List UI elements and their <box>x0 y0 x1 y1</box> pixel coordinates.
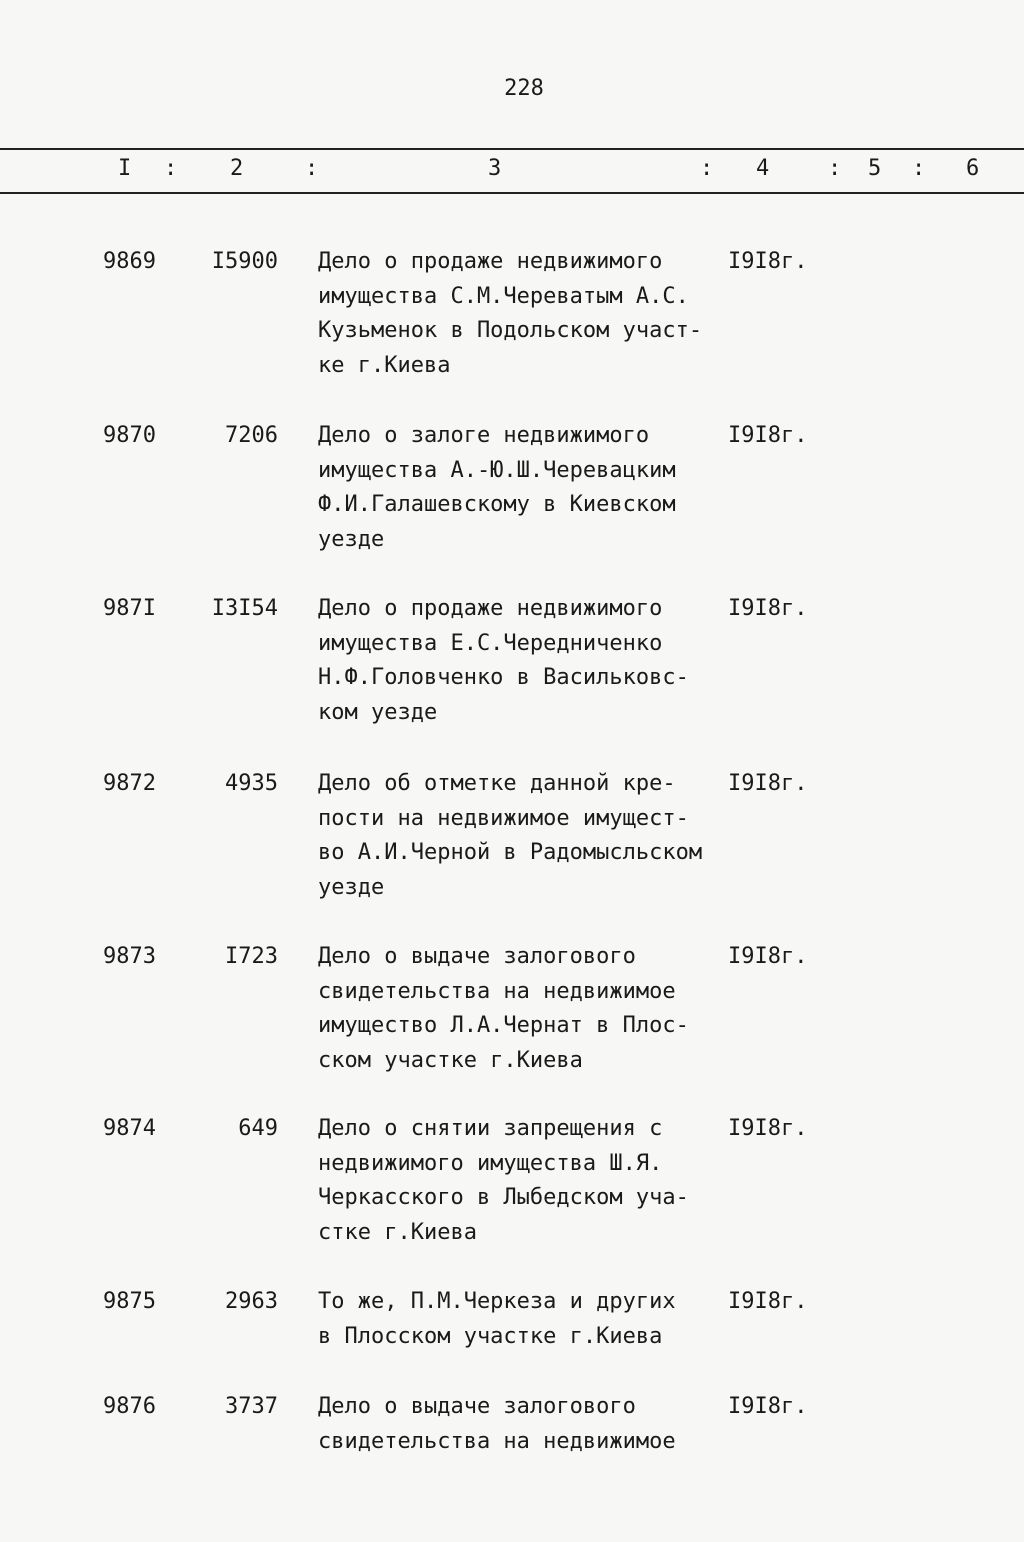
record-number: 9875 <box>103 1289 156 1314</box>
description-line: имущества С.М.Череватым А.С. <box>318 283 689 309</box>
header-separator: : <box>912 156 926 181</box>
description-line: Дело о продаже недвижимого <box>318 249 663 274</box>
header-rule-bottom <box>0 192 1024 194</box>
record-number: 987I <box>103 596 156 621</box>
record-number: 9872 <box>103 771 156 796</box>
record-year: I9I8г. <box>728 596 808 621</box>
record-description <box>318 419 738 557</box>
description-line: имущества А.-Ю.Ш.Черевацким <box>318 457 676 483</box>
record-reference: I5900 <box>211 249 278 274</box>
record-year: I9I8г. <box>728 1289 808 1314</box>
header-separator: : <box>164 156 178 181</box>
record-number: 9876 <box>103 1394 156 1419</box>
record-description <box>318 245 738 383</box>
description-line: Дело о залоге недвижимого <box>318 423 650 448</box>
record-description <box>318 1285 738 1354</box>
header-rule-top <box>0 148 1024 150</box>
description-line: во А.И.Черной в Радомысльском <box>318 840 703 865</box>
page-number: 228 <box>504 76 544 101</box>
description-line: ке г.Киева <box>318 352 451 378</box>
description-line: свидетельства на недвижимое <box>318 1428 676 1454</box>
header-col-5: 5 <box>868 156 882 181</box>
record-reference: 3737 <box>225 1394 278 1419</box>
record-year: I9I8г. <box>728 1394 808 1419</box>
description-line: Дело о выдаче залогового <box>318 1394 636 1419</box>
description-line: Дело о снятии запрещения с <box>318 1116 663 1141</box>
description-line: Н.Ф.Головченко в Васильковс- <box>318 665 689 690</box>
record-reference: 2963 <box>225 1289 278 1314</box>
description-line: Ф.И.Галашевскому в Киевском <box>318 492 676 517</box>
record-description <box>318 1112 738 1250</box>
description-line: недвижимого имущества Ш.Я. <box>318 1150 663 1176</box>
record-description <box>318 592 738 730</box>
record-reference: I723 <box>225 944 278 969</box>
description-line: уезде <box>318 526 385 552</box>
record-number: 9874 <box>103 1116 156 1141</box>
header-col-2: 2 <box>230 156 244 181</box>
record-year: I9I8г. <box>728 423 808 448</box>
description-line: имущество Л.А.Чернат в Плос- <box>318 1013 689 1038</box>
record-reference: 7206 <box>225 423 278 448</box>
description-line: Дело о продаже недвижимого <box>318 596 663 621</box>
record-year: I9I8г. <box>728 1116 808 1141</box>
record-year: I9I8г. <box>728 771 808 796</box>
description-line: ском участке г.Киева <box>318 1047 583 1073</box>
record-reference: I3I54 <box>211 596 278 621</box>
record-description <box>318 1390 738 1459</box>
description-line: имущества Е.С.Чередниченко <box>318 630 663 656</box>
header-separator: : <box>700 156 714 181</box>
description-line: Дело о выдаче залогового <box>318 944 636 969</box>
record-reference: 4935 <box>225 771 278 796</box>
record-number: 9869 <box>103 249 156 274</box>
description-line: ком уезде <box>318 699 438 725</box>
header-separator: : <box>305 156 319 181</box>
description-line: То же, П.М.Черкеза и других <box>318 1289 676 1314</box>
description-line: уезде <box>318 874 385 900</box>
record-year: I9I8г. <box>728 249 808 274</box>
header-col-6: 6 <box>966 156 980 181</box>
description-line: стке г.Киева <box>318 1219 477 1245</box>
description-line: пости на недвижимое имущест- <box>318 805 689 831</box>
record-reference: 649 <box>238 1116 278 1141</box>
record-number: 9870 <box>103 423 156 448</box>
header-separator: : <box>828 156 842 181</box>
description-line: Черкасского в Лыбедском уча- <box>318 1185 689 1210</box>
header-col-1: I <box>118 156 132 181</box>
record-description <box>318 940 738 1078</box>
header-col-3: 3 <box>488 156 502 181</box>
description-line: в Плосском участке г.Киева <box>318 1323 663 1349</box>
record-year: I9I8г. <box>728 944 808 969</box>
record-number: 9873 <box>103 944 156 969</box>
description-line: Кузьменок в Подольском участ- <box>318 318 703 343</box>
record-description <box>318 767 738 905</box>
description-line: Дело об отметке данной кре- <box>318 771 676 796</box>
description-line: свидетельства на недвижимое <box>318 978 676 1004</box>
header-col-4: 4 <box>756 156 770 181</box>
